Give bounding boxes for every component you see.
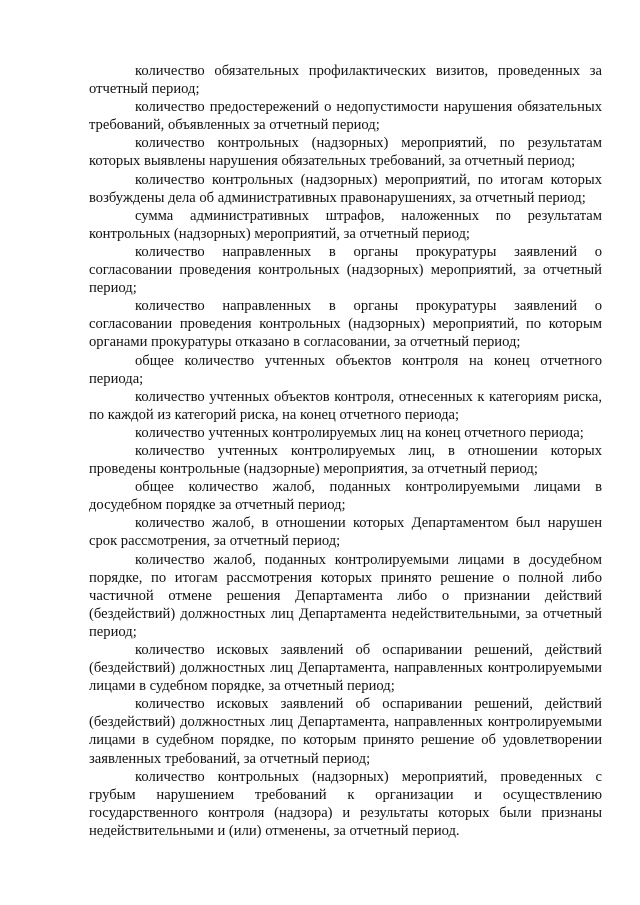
paragraph-controlled-persons-inspected: количество учтенных контролируемых лиц, в отношении которых проведены контрольные (надзорные) мероприятия, за отчетный период;: [89, 442, 602, 478]
paragraph-control-objects-risk: количество учтенных объектов контроля, отнесенных к категориям риска, по каждой из категорий риска, на конец отчетного периода;: [89, 388, 602, 423]
paragraph-control-objects-total: общее количество учтенных объектов контроля на конец отчетного периода;: [89, 352, 602, 387]
paragraph-mandatory-visits: количество обязательных профилактических визитов, проведенных за отчетный период;: [89, 63, 602, 98]
paragraph-gross-violations: количество контрольных (надзорных) мероприятий, проведенных с грубым нарушением требований к организации и осуществлению государственного контроля (надзора) и результаты которых были признаны недействительными и (или) отменены, за отчетный период.: [89, 768, 602, 839]
paragraph-lawsuits-satisfied: количество исковых заявлений об оспаривании решений, действий (бездействий) должностных лиц Департамента, направленных контролируемыми лицами в судебном порядке, по которым принято решение об удовлетворении заявленных требований, за отчетный период;: [89, 696, 602, 767]
paragraph-administrative-cases: количество контрольных (надзорных) мероприятий, по итогам которых возбуждены дела об административных правонарушениях, за отчетный период;: [89, 171, 602, 206]
paragraph-warnings: количество предостережений о недопустимости нарушения обязательных требований, объявленных за отчетный период;: [89, 99, 602, 134]
paragraph-lawsuits: количество исковых заявлений об оспаривании решений, действий (бездействий) должностных лиц Департамента, направленных контролируемыми лицами в судебном порядке, за отчетный период;: [89, 642, 602, 695]
paragraph-prosecutor-refusals: количество направленных в органы прокуратуры заявлений о согласовании проведения контрольных (надзорных) мероприятий, по которым органами прокуратуры отказано в согласовании, за отчетный период;: [89, 298, 602, 351]
paragraph-complaints-upheld: количество жалоб, поданных контролируемыми лицами в досудебном порядке, по итогам рассмотрения которых принято решение о полной либо частичной отмене решения Департамента либо о признании действий (бездействий) должностных лиц Департамента недействительными, за отчетный период;: [89, 551, 602, 640]
paragraph-violations-found: количество контрольных (надзорных) мероприятий, по результатам которых выявлены нарушения обязательных требований, за отчетный период;: [89, 135, 602, 170]
paragraph-fines-sum: сумма административных штрафов, наложенных по результатам контрольных (надзорных) мероприятий, за отчетный период;: [89, 207, 602, 242]
paragraph-complaints-total: общее количество жалоб, поданных контролируемыми лицами в досудебном порядке за отчетный период;: [89, 479, 602, 514]
paragraph-complaints-deadline: количество жалоб, в отношении которых Департаментом был нарушен срок рассмотрения, за отчетный период;: [89, 515, 602, 550]
document-page: [89, 62, 602, 840]
paragraph-prosecutor-applications: количество направленных в органы прокуратуры заявлений о согласовании проведения контрольных (надзорных) мероприятий, за отчетный период;: [89, 243, 602, 297]
paragraph-controlled-persons: количество учтенных контролируемых лиц на конец отчетного периода;: [135, 424, 584, 441]
